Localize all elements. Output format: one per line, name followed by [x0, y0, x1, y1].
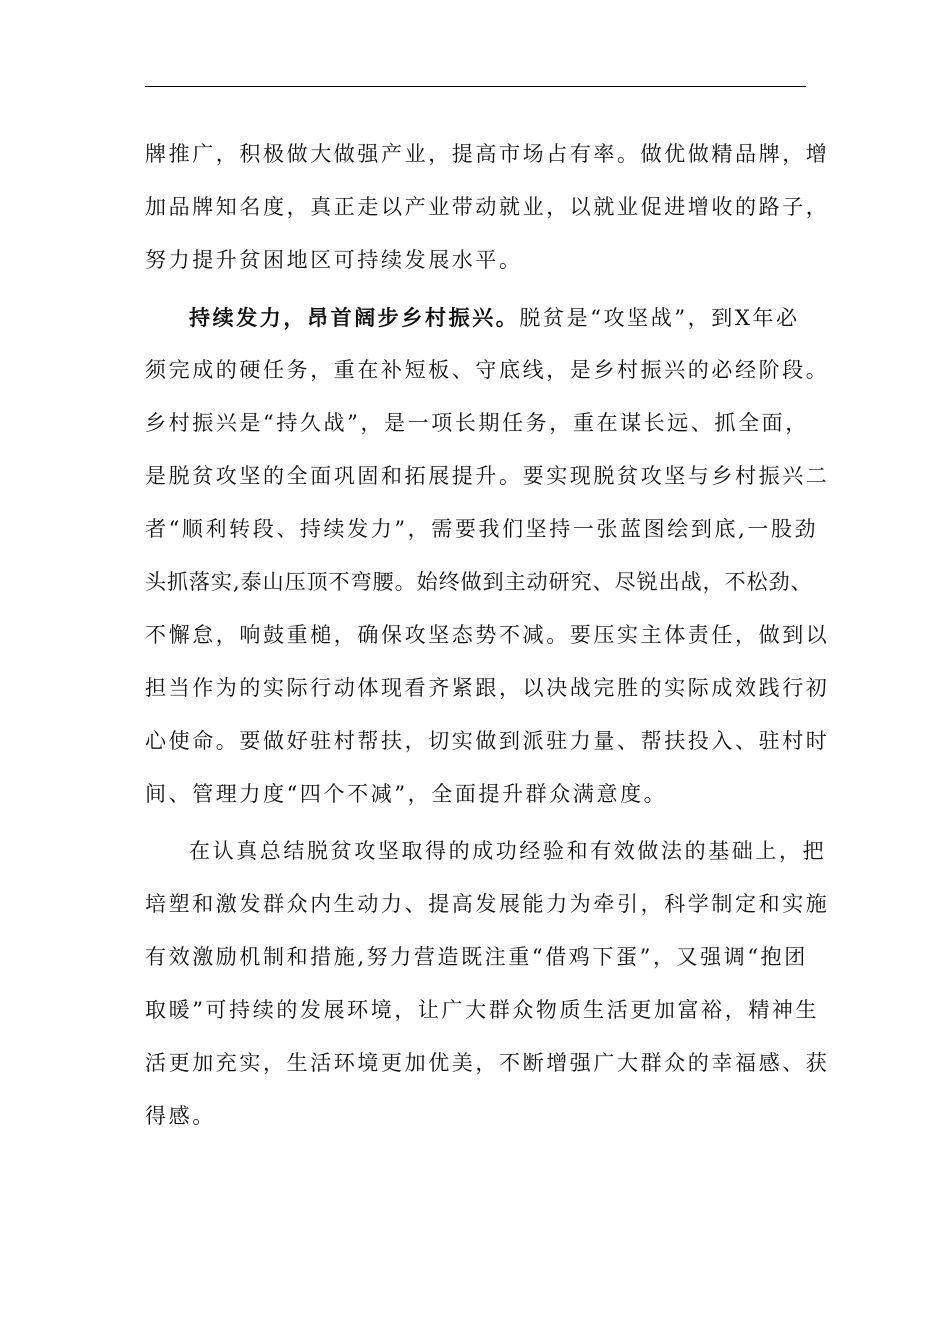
document-body	[145, 128, 830, 1143]
paragraph-heading: 持续发力，昂首阔步乡村振兴。	[189, 305, 520, 330]
text-line: 努力提升贫困地区可持续发展水平。	[145, 248, 523, 272]
text-line: 培塑和激发群众内生动力、提高发展能力为牵引，科学制定和实施	[145, 892, 830, 916]
text-line: 心使命。要做好驻村帮扶，切实做到派驻力量、帮扶投入、驻村时	[145, 729, 830, 753]
paragraph-2	[145, 291, 830, 821]
text-line: 有效激励机制和措施,努力营造既注重“借鸡下蛋”，又强调“抱团	[145, 945, 808, 969]
text-line: 是脱贫攻坚的全面巩固和拓展提升。要实现脱贫攻坚与乡村振兴二	[145, 464, 830, 488]
text-line: 头抓落实,泰山压顶不弯腰。始终做到主动研究、尽锐出战，不松劲、	[145, 570, 813, 594]
text-line: 取暖”可持续的发展环境，让广大群众物质生活更加富裕，精神生	[145, 998, 820, 1022]
text-line	[145, 291, 825, 344]
paragraph-3	[145, 825, 830, 1143]
text-line: 活更加充实，生活环境更加优美，不断增强广大群众的幸福感、获	[145, 1051, 830, 1075]
text-line: 在认真总结脱贫攻坚取得的成功经验和有效做法的基础上，把	[189, 839, 827, 863]
text-line: 加品牌知名度，真正走以产业带动就业，以就业促进增收的路子，	[145, 195, 830, 219]
header-rule	[145, 86, 806, 87]
text-line: 者“顺利转段、持续发力”，需要我们坚持一张蓝图绘到底,一股劲	[145, 517, 819, 541]
text-line: 间、管理力度“四个不减”，全面提升群众满意度。	[145, 782, 668, 806]
text-line: 牌推广，积极做大做强产业，提高市场占有率。做优做精品牌，增	[145, 142, 830, 166]
paragraph-lead-text: 脱贫是“攻坚战”，到X年必	[519, 306, 800, 330]
text-line: 乡村振兴是“持久战”，是一项长期任务，重在谋长远、抓全面，	[145, 411, 809, 435]
text-line: 须完成的硬任务，重在补短板、守底线，是乡村振兴的必经阶段。	[145, 358, 830, 382]
paragraph-1	[145, 128, 830, 287]
text-line: 得感。	[145, 1104, 216, 1128]
text-line: 担当作为的实际行动体现看齐紧跟，以决战完胜的实际成效践行初	[145, 676, 830, 700]
text-line: 不懈怠，响鼓重槌，确保攻坚态势不减。要压实主体责任，做到以	[145, 623, 830, 647]
